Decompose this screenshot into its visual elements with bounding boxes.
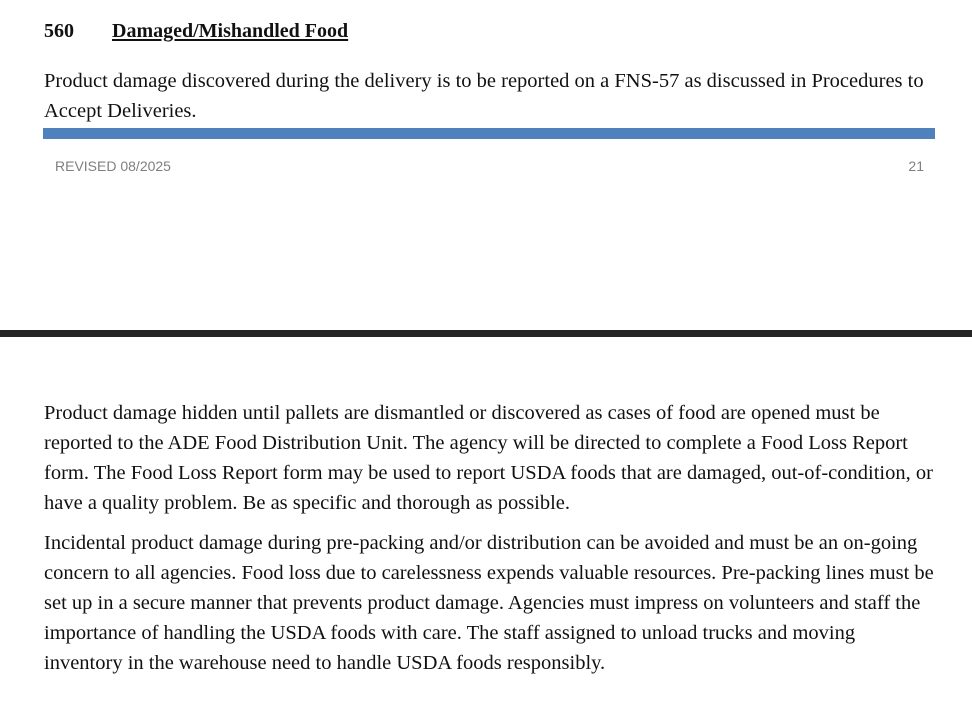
section-heading: [44, 18, 348, 44]
section-number: 560: [44, 20, 74, 42]
page-separator: [0, 330, 972, 337]
hidden-damage-paragraph: Product damage hidden until pallets are dismantled or discovered as cases of food are opened must be reported to the ADE Food Distribution Unit. The agency will be directed to complete a Food Loss Report form. The Food Loss Report form may be used to report USDA foods that are damaged, out-of-condition, or have a quality problem. Be as specific and thorough as possible.: [44, 402, 933, 514]
incidental-damage-paragraph: Incidental product damage during pre-packing and/or distribution can be avoided and must be an on-going concern to all agencies. Food loss due to carelessness expends valuable resources. Pre-packing lines must be set up in a secure manner that prevents product damage. Agencies must impress on volunteers and staff the importance of handling the USDA foods with care. The staff assigned to unload trucks and moving inventory in the warehouse need to handle USDA foods responsibly.: [44, 532, 934, 674]
section-title: Damaged/Mishandled Food: [112, 20, 349, 42]
intro-paragraph: Product damage discovered during the delivery is to be reported on a FNS-57 as discussed in Procedures to Accept Deliveries.: [44, 70, 924, 122]
footer-rule: [43, 128, 935, 139]
footer-revised-date: REVISED 08/2025: [55, 158, 171, 174]
footer-page-number: 21: [908, 158, 924, 174]
